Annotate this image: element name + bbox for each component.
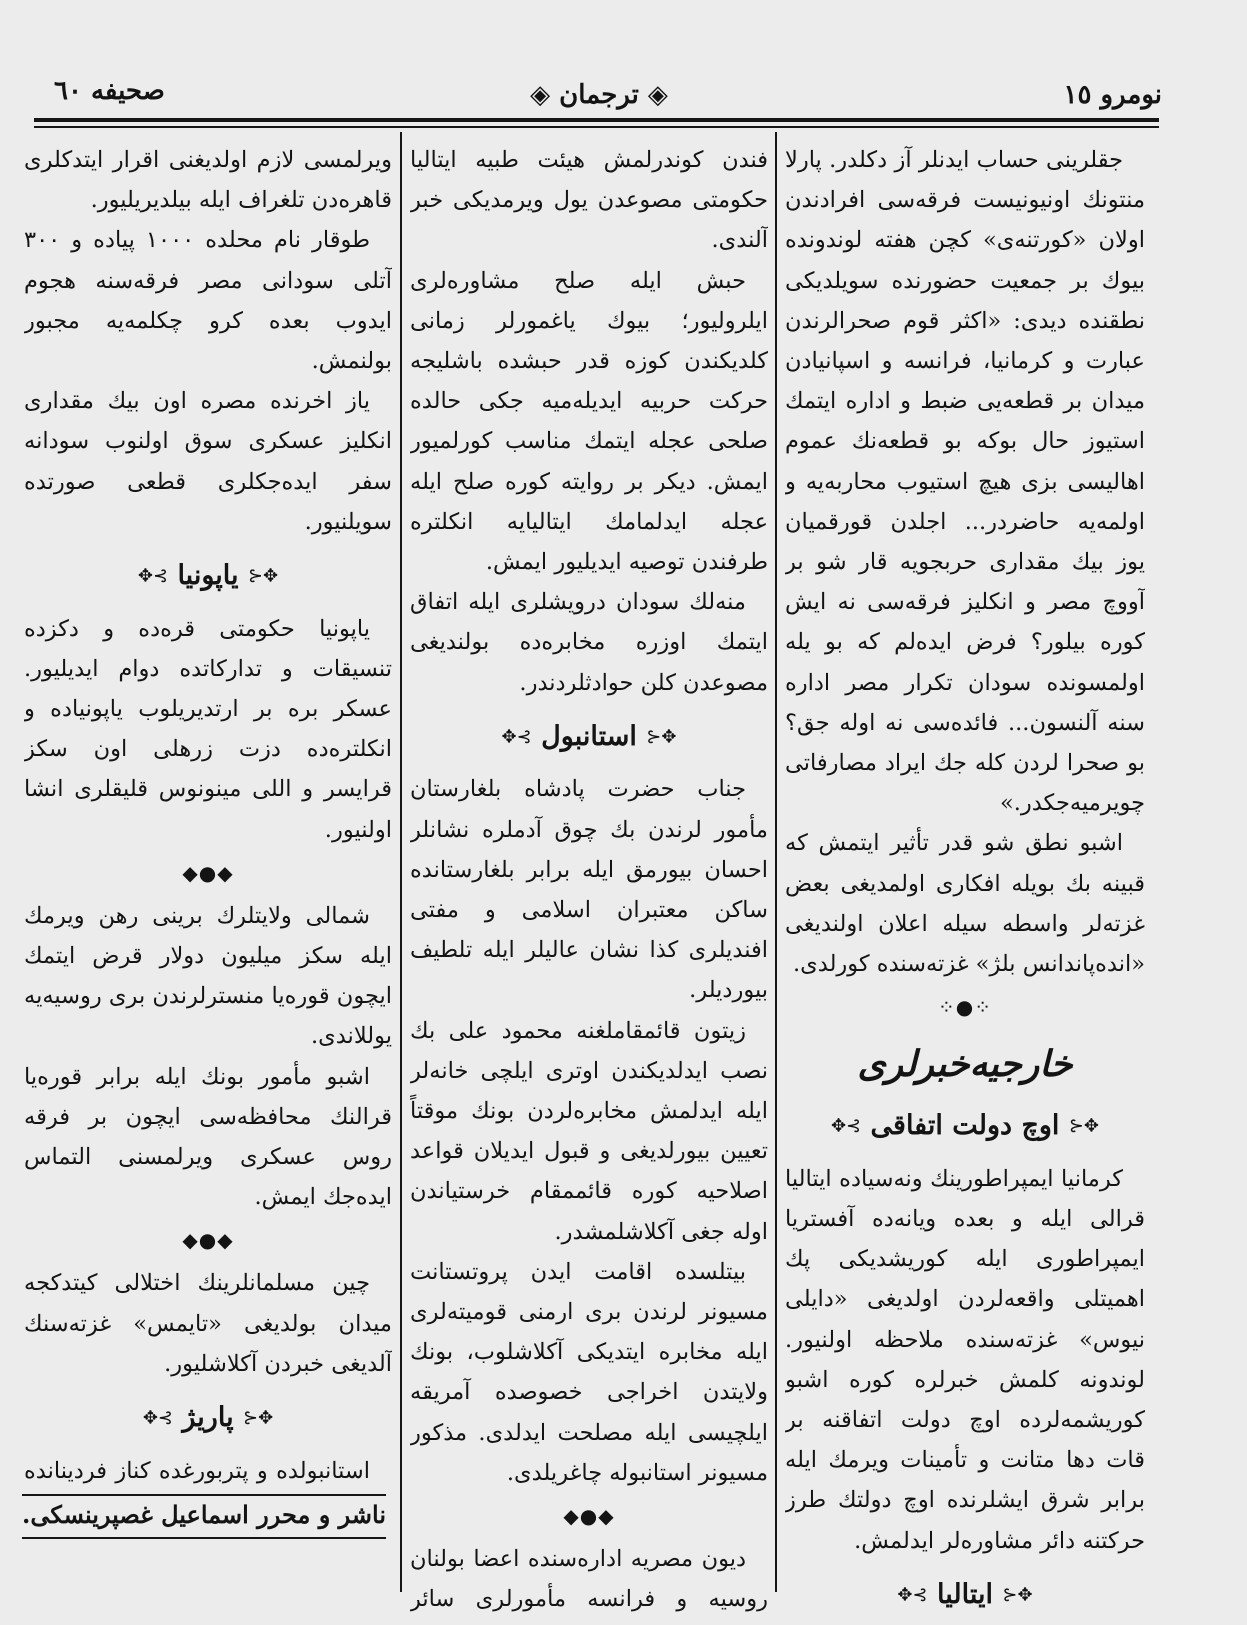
article-paragraph: زیتون قائمقاملغنه محمود علی بك نصب ایدلدیکندن اوتری ایلچی خانه‌لر ایله ایدلمش مخابره‌لردن بونك موقتاً تعیین بیورلدیغی و قبول ایدیلان قواعد اصلاحیه کوره قائممقام خرستیاندن اوله جغی آکلاشلمشدر. (410, 1017, 768, 1245)
issue-number: نومرو ١٥ (1063, 80, 1162, 110)
newspaper-title (530, 80, 668, 110)
article-heading (785, 1575, 1145, 1616)
article-heading-text: اوچ دولت اتفاقی (870, 1110, 1060, 1142)
ornament-icon: ⊱✥ (137, 565, 169, 587)
article-paragraph: اشبو نطق شو قدر تأثیر ایتمش که قبینه بك بویله افکاری اولمدیغی بعض غزته‌لر واسطه سیله اعلان اولندیغی «انده‌پاندانس بلژ» غزته‌سنده کورلدی. (785, 830, 1145, 978)
header-rule (34, 118, 1159, 122)
header-rule-thin (34, 126, 1159, 128)
article-paragraph: چین مسلمانلرینك اختلالی کیتدکجه میدان بولدیغی «تایمس» غزته‌سنك آلدیغی خبردن آکلاشلیور. (24, 1270, 392, 1377)
newspaper-title-text: ترجمان (559, 80, 639, 110)
article-heading-text: پاریژ (182, 1402, 234, 1434)
article-paragraph: فندن کوندرلمش هیئت طبیه ایتالیا حکومتی مصوعدن یول ویرمدیکی خبر آلندی. (410, 147, 768, 254)
ornament-icon: ⊱✥ (830, 1115, 862, 1137)
middle-column (410, 140, 768, 1620)
article-heading-text: یاپونیا (177, 560, 239, 592)
article-paragraph: دیون مصریه اداره‌سنده اعضا بولنان روسیه و فرانسه مأمورلری سائر (410, 1546, 768, 1613)
article-paragraph: یاز اخرنده مصره اون بیك مقداری انکلیز عسکری سوق اولنوب سودانه سفر ایده‌جکلری قطعی صورتده سویلنیور. (24, 388, 392, 535)
article-paragraph: کرمانیا ایمپراطورینك ونه‌سیاده ایتالیا قرالی ایله و بعده ویانه‌ده آفستریا ایمپراطوری ایله کوریشدیکی پك اهمیتلی واقعه‌لردن اولدیغی «دایلی نیوس» غزته‌سنده ملاحظه اولنیور. لوندونه کلمش خبرلره کوره اشبو کوریشمه‌لرده اوچ دولت اتفاقنه بر قات دها متانت و تأمینات ویرمك ایله برابر شرق ایشلرنده اوچ دولتك طرز حرکتنه دائر مشاوره‌لر ایدلمش. (785, 1165, 1145, 1554)
ornament-icon: ✥⊰ (1068, 1115, 1100, 1137)
article-heading (24, 1398, 392, 1439)
column-divider (775, 132, 777, 1592)
ornament-icon: ◈ (647, 80, 668, 110)
separator-ornament: ◆●◆ (182, 1228, 234, 1253)
article-heading (410, 717, 768, 758)
separator-ornament: ◆●◆ (182, 860, 234, 885)
ornament-icon: ✥⊰ (243, 1407, 274, 1429)
ornament-icon: ⊱✥ (142, 1407, 173, 1429)
publisher-line: ناشر و محرر اسماعیل غصپرینسکی. (21, 1500, 386, 1529)
article-paragraph: استانبولده و پتربورغده کناز فردیناندە (24, 1457, 370, 1484)
column-divider (400, 132, 402, 1592)
ornament-icon: ◈ (530, 80, 551, 110)
article-paragraph: شمالی ولایتلرك برینی رهن ویرمك ایله سکز میلیون دولار قرض ایتمك ایچون قوره‌یا منسترلرندن بری روسیه‌یه یوللاندی. (24, 902, 392, 1050)
article-paragraph: ویرلمسی لازم اولدیغنی اقرار ایتدکلری قاهره‌دن تلغراف ایله بیلدیریلیور. (24, 147, 392, 214)
footer-rule (22, 1494, 386, 1496)
masthead (36, 72, 1162, 124)
article-heading-text: ایتالیا (937, 1578, 993, 1610)
section-title: خارجیه‌خبرلری (857, 1043, 1073, 1086)
article-paragraph: یاپونیا حکومتی قره‌ده و دکزده تنسیقات و تدارکاتده دوام ایدیلیور. عسکر بره بر ارتدیریلوب یاپونیاده و انکلتره‌ده دزت زرهلی اون سکز قرایسر و اللی مینونوس قلیقلری انشا اولنیور. (24, 615, 392, 843)
article-paragraph: بیتلسده اقامت ایدن پروتستانت مسیونر لرندن بری ارمنی قومیته‌لری ایله مخابره ایتدیکی آکلاشلوب، بونك ولایتدن اخراجی خصوصده آمریقه ایلچیسی ایله مصلحت ایدلدی. مذکور مسیونر استانبوله چاغریلدی. (410, 1258, 768, 1486)
article-paragraph: طوقار نام محلده ١٠٠٠ پیاده و ٣٠٠ آتلی سودانی مصر فرقه‌سنه هجوم ایدوب بعده کرو چکلمه‌یه مجبور بولنمش. (24, 227, 392, 375)
left-column (24, 140, 392, 1490)
ornament-icon: ⊱✥ (501, 726, 532, 748)
separator-ornament: ◆●◆ (563, 1504, 615, 1529)
article-paragraph: جناب حضرت پادشاه بلغارستان مأمور لرندن بك چوق آدملره نشانلر احسان بیورمق ایله برابر بلغارستانده ساکن معتبران اسلامی و مفتی افندیلری کذا نشان عالیلر ایله تلطیف بیوردیلر. (410, 776, 768, 1004)
ornament-icon: ⊱✥ (897, 1584, 928, 1606)
article-heading (785, 1106, 1145, 1147)
article-paragraph: جقلرینی حساب ایدنلر آز دکلدر. پارلا منتونك اونیونیست فرقه‌سی افرادندن اولان «کورتنه‌ی» کچن هفته لوندونده بیوك بر جمعیت حضورنده سویلدیکی نطقنده دیدی: «اکثر قوم صحرالرندن عبارت و کرمانیا، فرانسه و اسپانیادن میدان بر قطعه‌یی ضبط و اداره ایتمك استیوز حال بوکه بو قطعه‌نك عموم اهالیسی بزی هیچ استیوب محاربه‌یه و اولمه‌یه حاضردر... اجلدن قورقمیان یوز بیك مقداری حربجویه قار شو بر آووچ مصر و انکلیز فرقه‌سی نه ایش کوره بیلور؟ فرض ایدەلم که بو یله اولمسونده سودان تکرار مصر اداره سنه آلنسون... فائده‌سی نه اوله جق؟ بو صحرا لردن کله جك ایراد مصارفاتی چویرمیه‌جکدر.» (785, 147, 1145, 817)
separator-ornament: ⁘●⁘ (938, 995, 992, 1020)
ornament-icon: ✥⊰ (1002, 1584, 1033, 1606)
article-paragraph: اشبو مأمور بونك ایله برابر قوره‌یا قرالنك محافظه‌سی ایچون بر فرقه روس عسکری ویرلمسنی التماس ایده‌جك ایمش. (24, 1063, 392, 1211)
right-column (785, 140, 1145, 1620)
footer-rule (22, 1537, 386, 1539)
ornament-icon: ✥⊰ (646, 726, 677, 748)
article-paragraph: حبش ایله صلح مشاوره‌لری ایلرولیور؛ بیوك یاغمورلر زمانی کلدیکندن کوزه قدر حبشده باشلیجه حرکت حربیه ایدیله‌میه جکی حالده صلحی عجله ایتمك مناسب کورلمیور ایمش. دیکر بر روایته کوره صلح ایله عجله ایدلمامك ایتالیایه انکلتره طرفندن توصیه ایدیلیور ایمش. (410, 267, 768, 576)
article-heading-text: استانبول (541, 720, 637, 752)
ornament-icon: ✥⊰ (247, 565, 279, 587)
article-paragraph: منه‌لك سودان درویشلری ایله اتفاق ایتمك اوزره مخابره‌ده بولندیغی مصوعدن کلن حوادثلردندر. (410, 589, 768, 696)
article-heading (24, 556, 392, 597)
page-number: صحيفه ٦٠ (54, 76, 165, 106)
